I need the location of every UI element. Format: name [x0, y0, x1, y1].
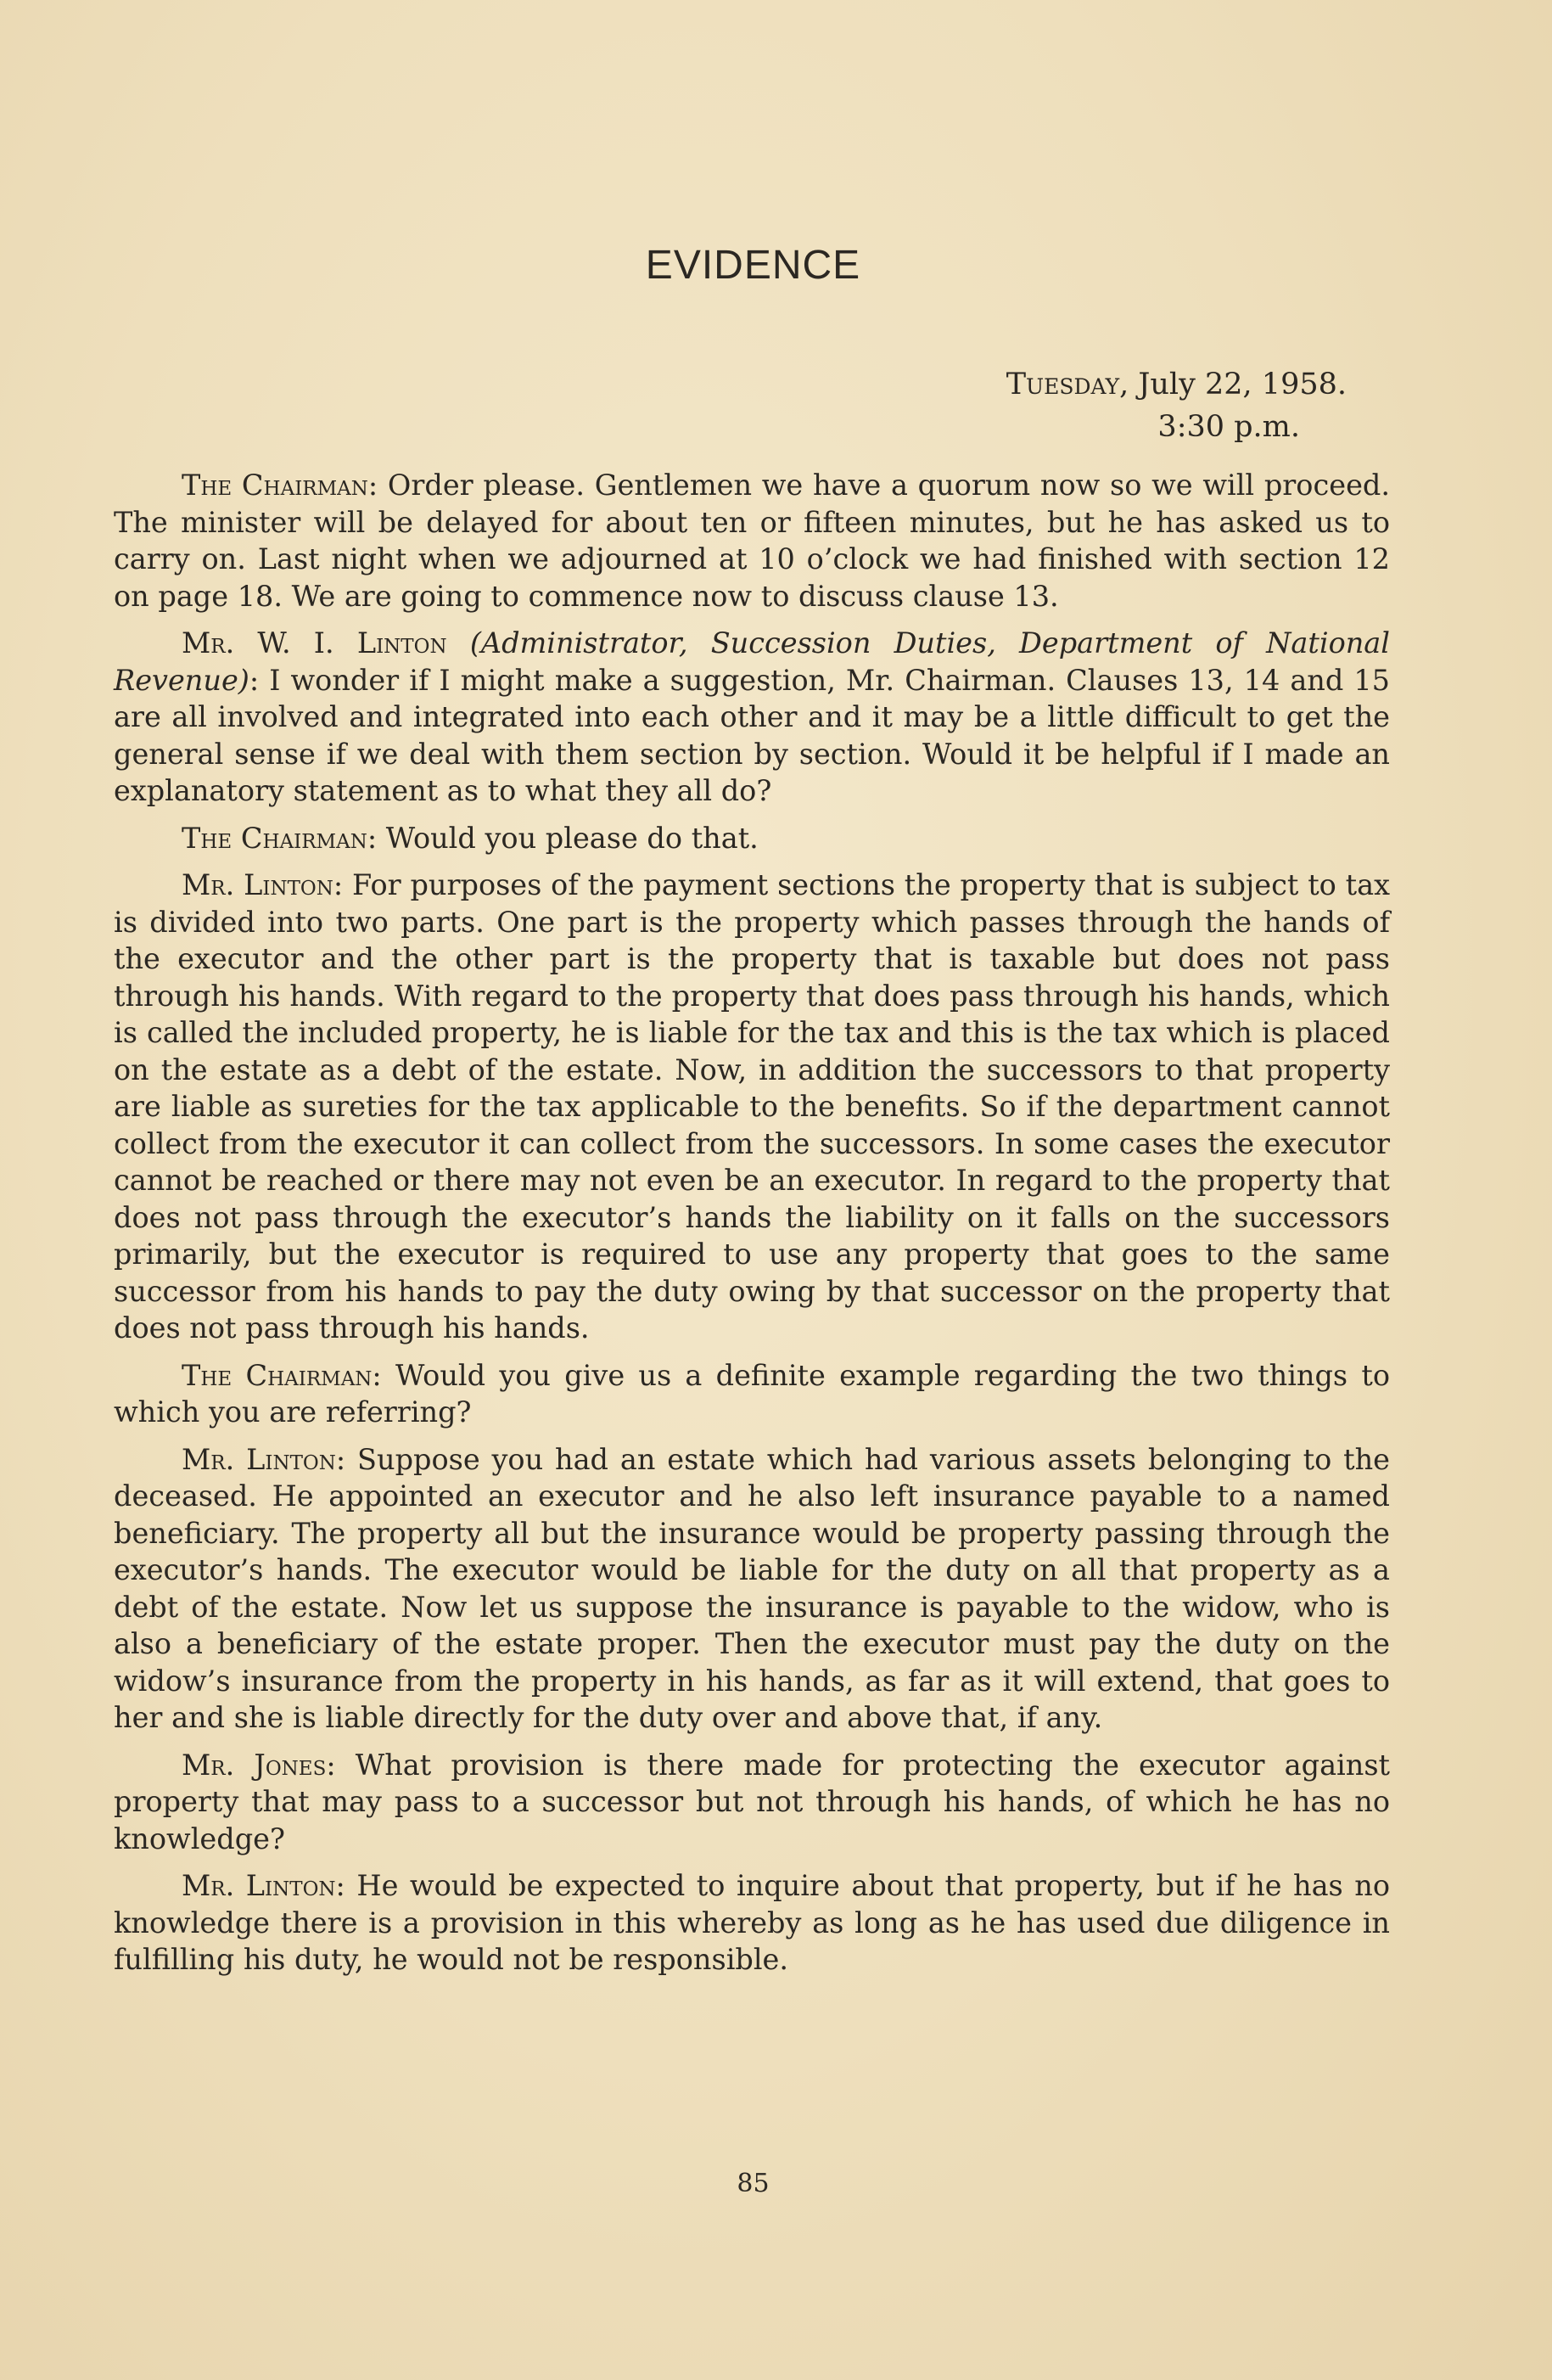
paragraph-text: : I wonder if I might make a suggestion, Mr. Chairman. Clauses 13, 14 and 15 are all involved and integrated into each other and it may be a little difficult to get the general sense if we deal with them section by section. Would it be helpful if I made an explanatory statement as to what they all do? — [114, 663, 1390, 807]
speaker-name: Mr. Linton: — [182, 1442, 346, 1476]
speaker-name: Mr. W. I. Linton — [182, 626, 447, 660]
paragraph — [114, 1441, 1390, 1737]
paragraph-text: What provision is there made for protecting the executor against property that may pass to a successor but not through his hands, of which he has no knowledge? — [114, 1748, 1390, 1855]
dateline-day: Tuesday, — [1006, 368, 1129, 401]
paragraph — [114, 1357, 1390, 1431]
paragraph — [114, 1867, 1390, 1979]
speaker-name: Mr. Linton: — [182, 868, 344, 901]
paragraph — [114, 625, 1390, 810]
speaker-name: The Chairman: — [182, 1358, 382, 1392]
speaker-role: (Administrator, Succession Duties, Department of National Revenue) — [114, 626, 1390, 697]
paragraph-text: Order please. Gentlemen we have a quorum now so we will proceed. The minister will be delayed for about ten or fifteen minutes, but he has asked us to carry on. Last night when we adjourned at 10 o’clock we had finished with section 12 on page 18. We are going to commence now to discuss clause 13. — [114, 469, 1390, 613]
paragraph-text: Would you give us a definite example regarding the two things to which you are referring? — [114, 1358, 1391, 1429]
dateline-date-row — [1006, 363, 1347, 406]
speaker-name: Mr. Linton: — [182, 1869, 345, 1902]
dateline-date: July 22, 1958. — [1138, 368, 1347, 401]
paragraph — [114, 820, 1390, 857]
page-number: 85 — [737, 2169, 770, 2198]
dateline-time: 3:30 p.m. — [1157, 410, 1300, 444]
paragraph-text: Suppose you had an estate which had various assets belonging to the deceased. He appointed an executor and he also left insurance payable to a named beneficiary. The property all but the insurance would be property passing through the executor’s hands. The executor would be liable for the duty on all that property as a debt of the estate. Now let us suppose the insurance is payable to the widow, who is also a beneficiary of the estate proper. Then the executor must pay the duty on the widow’s insurance from the property in his hands, as far as it will extend, that goes to her and she is liable directly for the duty over and above that, if any. — [114, 1442, 1391, 1734]
paragraph — [114, 867, 1390, 1347]
paragraph-text: He would be expected to inquire about that property, but if he has no knowledge there is a provision in this whereby as long as he has used due diligence in fulfilling his duty, he would not be responsible. — [114, 1869, 1390, 1976]
paragraph-text: For purposes of the payment sections the property that is subject to tax is divided into two parts. One part is the property which passes through the hands of the executor and the other part is the property that is taxable but does not pass through his hands. With regard to the property that does pass through his hands, which is called the included property, he is liable for the tax and this is the tax which is placed on the estate as a debt of the estate. Now, in addition the successors to that property are liable as sureties for the tax applicable to the benefits. So if the department cannot collect from the executor it can collect from the successors. In some cases the executor cannot be reached or there may not even be an executor. In regard to the property that does not pass through the executor’s hands the liability on it falls on the successors primarily, but the executor is required to use any property that goes to the same successor from his hands to pay the duty owing by that successor on the property that does not pass through his hands. — [114, 868, 1390, 1344]
speaker-name: The Chairman: — [182, 821, 378, 855]
dateline — [1006, 363, 1347, 448]
section-heading: EVIDENCE — [645, 243, 861, 288]
transcript-body — [114, 467, 1390, 1989]
paragraph — [114, 467, 1390, 615]
speaker-name: Mr. Jones: — [182, 1748, 336, 1782]
paragraph — [114, 1747, 1390, 1858]
speaker-name: The Chairman: — [182, 469, 378, 502]
paragraph-text: Would you please do that. — [385, 821, 759, 855]
